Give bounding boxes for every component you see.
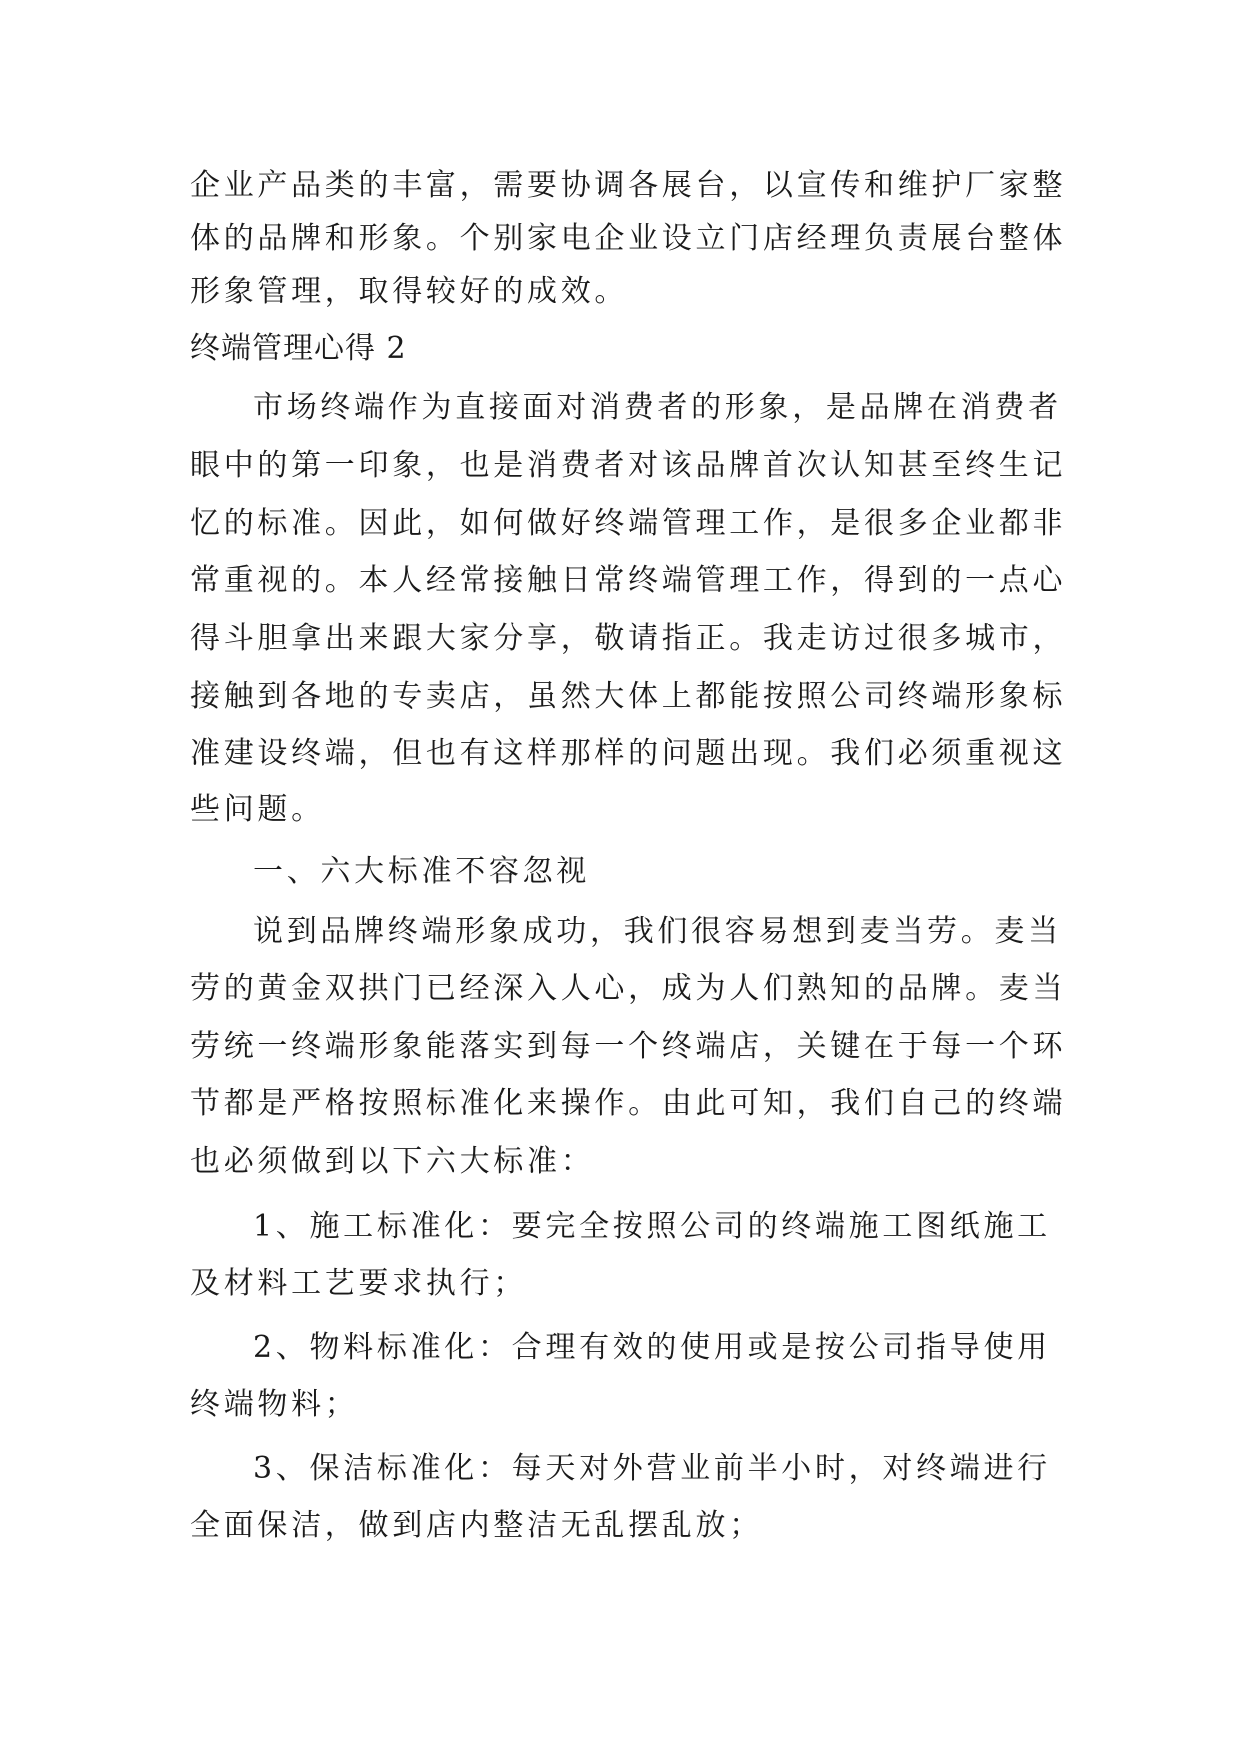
paragraph-line: 常重视的。本人经常接触日常终端管理工作，得到的一点心 <box>190 563 1067 598</box>
list-item-continuation: 及材料工艺要求执行； <box>190 1266 527 1301</box>
subsection-heading: 一、六大标准不容忽视 <box>253 854 590 889</box>
paragraph-line: 劳的黄金双拱门已经深入人心，成为人们熟知的品牌。麦当 <box>190 971 1067 1006</box>
list-item-continuation: 终端物料； <box>190 1387 359 1422</box>
section-title: 终端管理心得 2 <box>190 331 407 366</box>
paragraph-line: 接触到各地的专卖店，虽然大体上都能按照公司终端形象标 <box>190 679 1067 714</box>
paragraph-line: 体的品牌和形象。个别家电企业设立门店经理负责展台整体 <box>190 221 1067 256</box>
paragraph-line: 得斗胆拿出来跟大家分享，敬请指正。我走访过很多城市， <box>190 621 1067 656</box>
paragraph-line: 企业产品类的丰富，需要协调各展台，以宣传和维护厂家整 <box>190 168 1067 203</box>
paragraph-line: 忆的标准。因此，如何做好终端管理工作，是很多企业都非 <box>190 506 1067 541</box>
list-item: 1、施工标准化：要完全按照公司的终端施工图纸施工 <box>253 1209 1051 1244</box>
list-item: 2、物料标准化：合理有效的使用或是按公司指导使用 <box>253 1330 1051 1365</box>
paragraph-line: 形象管理，取得较好的成效。 <box>190 274 629 309</box>
list-item: 3、保洁标准化：每天对外营业前半小时，对终端进行 <box>253 1451 1051 1486</box>
paragraph-line: 准建设终端，但也有这样那样的问题出现。我们必须重视这 <box>190 736 1067 771</box>
paragraph-line: 节都是严格按照标准化来操作。由此可知，我们自己的终端 <box>190 1086 1067 1121</box>
paragraph-line: 也必须做到以下六大标准： <box>190 1144 595 1179</box>
paragraph-line: 劳统一终端形象能落实到每一个终端店，关键在于每一个环 <box>190 1029 1067 1064</box>
paragraph-line: 说到品牌终端形象成功，我们很容易想到麦当劳。麦当 <box>253 914 1062 949</box>
paragraph-line: 些问题。 <box>190 792 325 827</box>
paragraph-line: 眼中的第一印象，也是消费者对该品牌首次认知甚至终生记 <box>190 448 1067 483</box>
paragraph-line: 市场终端作为直接面对消费者的形象，是品牌在消费者 <box>253 390 1062 425</box>
list-item-continuation: 全面保洁，做到店内整洁无乱摆乱放； <box>190 1508 763 1543</box>
